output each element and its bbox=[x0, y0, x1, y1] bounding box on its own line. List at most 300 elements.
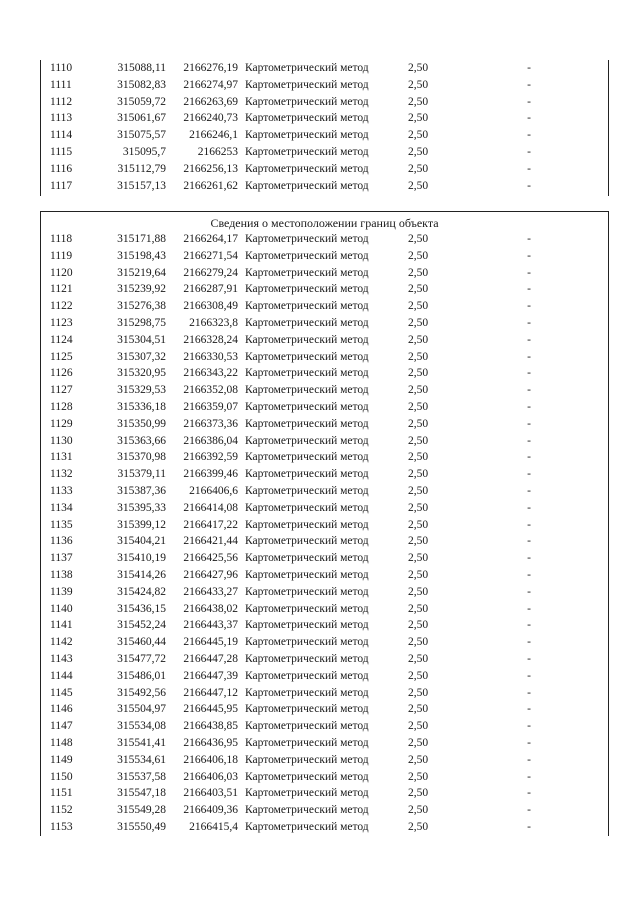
point-number: 1110 bbox=[50, 62, 73, 74]
precision-value: 2,50 bbox=[408, 535, 429, 548]
point-number: 1111 bbox=[50, 78, 72, 91]
determination-method: Картометрический метод bbox=[245, 162, 369, 175]
section-heading: Сведения о местоположении границ объекта bbox=[210, 216, 439, 230]
precision-value: 2,50 bbox=[408, 333, 429, 346]
determination-method: Картометрический метод bbox=[245, 602, 369, 615]
note-cell: - bbox=[527, 129, 531, 142]
table-row bbox=[40, 349, 609, 366]
coordinate-x: 315363,66 bbox=[117, 434, 166, 447]
point-number: 1123 bbox=[50, 316, 73, 329]
coordinate-x: 315547,18 bbox=[117, 787, 166, 800]
precision-value: 2,50 bbox=[408, 568, 429, 581]
coordinate-y: 2166425,56 bbox=[183, 552, 238, 565]
table-row bbox=[40, 161, 609, 178]
note-cell: - bbox=[527, 636, 531, 649]
precision-value: 2,50 bbox=[408, 804, 429, 817]
precision-value: 2,50 bbox=[408, 266, 429, 279]
determination-method: Картометрический метод bbox=[245, 112, 369, 125]
determination-method: Картометрический метод bbox=[245, 400, 369, 413]
table-row bbox=[40, 735, 609, 752]
note-cell: - bbox=[527, 333, 531, 346]
precision-value: 2,50 bbox=[408, 95, 429, 108]
determination-method: Картометрический метод bbox=[245, 95, 369, 108]
coordinate-y: 2166409,36 bbox=[183, 804, 238, 817]
coordinate-x: 315095,7 bbox=[122, 145, 166, 158]
table-row bbox=[40, 416, 609, 433]
determination-method: Картометрический метод bbox=[245, 384, 369, 397]
coordinate-y: 2166392,59 bbox=[183, 451, 238, 464]
coordinate-y: 2166406,6 bbox=[189, 484, 238, 497]
point-number: 1113 bbox=[50, 112, 73, 125]
note-cell: - bbox=[527, 434, 531, 447]
table-row bbox=[40, 365, 609, 382]
coordinates-table-continued bbox=[40, 60, 609, 196]
coordinate-x: 315549,28 bbox=[117, 804, 166, 817]
coordinate-x: 315088,11 bbox=[117, 62, 166, 74]
note-cell: - bbox=[527, 568, 531, 581]
table-row bbox=[40, 248, 609, 265]
determination-method: Картометрический метод bbox=[245, 233, 369, 245]
coordinate-y: 2166263,69 bbox=[183, 95, 238, 108]
determination-method: Картометрический метод bbox=[245, 62, 369, 74]
coordinate-x: 315534,61 bbox=[117, 753, 166, 766]
table-row bbox=[40, 449, 609, 466]
precision-value: 2,50 bbox=[408, 736, 429, 749]
point-number: 1147 bbox=[50, 720, 73, 733]
precision-value: 2,50 bbox=[408, 770, 429, 783]
table-row bbox=[40, 500, 609, 517]
table-row bbox=[40, 819, 609, 836]
table-row bbox=[40, 433, 609, 450]
determination-method: Картометрический метод bbox=[245, 300, 369, 313]
point-number: 1120 bbox=[50, 266, 73, 279]
precision-value: 2,50 bbox=[408, 300, 429, 313]
note-cell: - bbox=[527, 585, 531, 598]
coordinate-y: 2166406,03 bbox=[183, 770, 238, 783]
determination-method: Картометрический метод bbox=[245, 686, 369, 699]
table-row bbox=[40, 785, 609, 802]
coordinate-x: 315157,13 bbox=[117, 179, 166, 192]
coordinate-x: 315379,11 bbox=[117, 468, 166, 481]
note-cell: - bbox=[527, 820, 531, 833]
table-row bbox=[40, 651, 609, 668]
point-number: 1134 bbox=[50, 501, 73, 514]
determination-method: Картометрический метод bbox=[245, 350, 369, 363]
table-row bbox=[40, 94, 609, 111]
precision-value: 2,50 bbox=[408, 112, 429, 125]
determination-method: Картометрический метод bbox=[245, 619, 369, 632]
point-number: 1124 bbox=[50, 333, 73, 346]
precision-value: 2,50 bbox=[408, 434, 429, 447]
note-cell: - bbox=[527, 652, 531, 665]
determination-method: Картометрический метод bbox=[245, 636, 369, 649]
coordinate-x: 315492,56 bbox=[117, 686, 166, 699]
coordinate-y: 2166328,24 bbox=[183, 333, 238, 346]
precision-value: 2,50 bbox=[408, 62, 429, 74]
table-row bbox=[40, 399, 609, 416]
table-row bbox=[40, 382, 609, 399]
coordinate-y: 2166246,1 bbox=[189, 129, 238, 142]
coordinate-x: 315477,72 bbox=[117, 652, 166, 665]
note-cell: - bbox=[527, 552, 531, 565]
precision-value: 2,50 bbox=[408, 78, 429, 91]
precision-value: 2,50 bbox=[408, 350, 429, 363]
coordinate-y: 2166323,8 bbox=[189, 316, 238, 329]
note-cell: - bbox=[527, 535, 531, 548]
coordinate-x: 315304,51 bbox=[117, 333, 166, 346]
table-row bbox=[40, 668, 609, 685]
coordinate-x: 315504,97 bbox=[117, 703, 166, 716]
precision-value: 2,50 bbox=[408, 283, 429, 296]
table-row bbox=[40, 466, 609, 483]
note-cell: - bbox=[527, 484, 531, 497]
point-number: 1116 bbox=[50, 162, 73, 175]
point-number: 1136 bbox=[50, 535, 73, 548]
point-number: 1121 bbox=[50, 283, 73, 296]
point-number: 1114 bbox=[50, 129, 73, 142]
table-row bbox=[40, 281, 609, 298]
determination-method: Картометрический метод bbox=[245, 736, 369, 749]
point-number: 1133 bbox=[50, 484, 73, 497]
table-row bbox=[40, 718, 609, 735]
precision-value: 2,50 bbox=[408, 703, 429, 716]
precision-value: 2,50 bbox=[408, 602, 429, 615]
determination-method: Картометрический метод bbox=[245, 652, 369, 665]
determination-method: Картометрический метод bbox=[245, 249, 369, 262]
coordinate-x: 315298,75 bbox=[117, 316, 166, 329]
coordinate-y: 2166276,19 bbox=[183, 62, 238, 74]
point-number: 1149 bbox=[50, 753, 73, 766]
coordinate-y: 2166443,37 bbox=[183, 619, 238, 632]
coordinate-y: 2166240,73 bbox=[183, 112, 238, 125]
precision-value: 2,50 bbox=[408, 400, 429, 413]
coordinate-x: 315198,43 bbox=[117, 249, 166, 262]
note-cell: - bbox=[527, 112, 531, 125]
coordinate-x: 315336,18 bbox=[117, 400, 166, 413]
coordinate-y: 2166256,13 bbox=[183, 162, 238, 175]
determination-method: Картометрический метод bbox=[245, 770, 369, 783]
precision-value: 2,50 bbox=[408, 501, 429, 514]
coordinate-y: 2166330,53 bbox=[183, 350, 238, 363]
note-cell: - bbox=[527, 249, 531, 262]
precision-value: 2,50 bbox=[408, 619, 429, 632]
determination-method: Картометрический метод bbox=[245, 703, 369, 716]
point-number: 1153 bbox=[50, 820, 73, 833]
coordinate-y: 2166274,97 bbox=[183, 78, 238, 91]
coordinate-x: 315239,92 bbox=[117, 283, 166, 296]
coordinate-y: 2166308,49 bbox=[183, 300, 238, 313]
coordinate-y: 2166264,17 bbox=[183, 233, 238, 245]
coordinate-y: 2166343,22 bbox=[183, 367, 238, 380]
precision-value: 2,50 bbox=[408, 636, 429, 649]
point-number: 1144 bbox=[50, 669, 73, 682]
table-row bbox=[40, 601, 609, 618]
point-number: 1118 bbox=[50, 233, 73, 245]
point-number: 1115 bbox=[50, 145, 73, 158]
coordinate-x: 315307,32 bbox=[117, 350, 166, 363]
point-number: 1119 bbox=[50, 249, 73, 262]
determination-method: Картометрический метод bbox=[245, 501, 369, 514]
precision-value: 2,50 bbox=[408, 316, 429, 329]
determination-method: Картометрический метод bbox=[245, 283, 369, 296]
point-number: 1140 bbox=[50, 602, 73, 615]
coordinate-x: 315537,58 bbox=[117, 770, 166, 783]
note-cell: - bbox=[527, 233, 531, 245]
precision-value: 2,50 bbox=[408, 518, 429, 531]
coordinate-y: 2166438,85 bbox=[183, 720, 238, 733]
note-cell: - bbox=[527, 753, 531, 766]
precision-value: 2,50 bbox=[408, 162, 429, 175]
table-row bbox=[40, 483, 609, 500]
table-row bbox=[40, 265, 609, 282]
note-cell: - bbox=[527, 619, 531, 632]
coordinate-y: 2166445,19 bbox=[183, 636, 238, 649]
coordinate-y: 2166403,51 bbox=[183, 787, 238, 800]
determination-method: Картометрический метод bbox=[245, 434, 369, 447]
point-number: 1148 bbox=[50, 736, 73, 749]
note-cell: - bbox=[527, 350, 531, 363]
note-cell: - bbox=[527, 316, 531, 329]
coordinate-y: 2166447,28 bbox=[183, 652, 238, 665]
table-row bbox=[40, 617, 609, 634]
coordinate-x: 315534,08 bbox=[117, 720, 166, 733]
coordinate-x: 315424,82 bbox=[117, 585, 166, 598]
determination-method: Картометрический метод bbox=[245, 787, 369, 800]
coordinate-x: 315550,49 bbox=[117, 820, 166, 833]
point-number: 1135 bbox=[50, 518, 73, 531]
note-cell: - bbox=[527, 62, 531, 74]
determination-method: Картометрический метод bbox=[245, 518, 369, 531]
coordinate-x: 315082,83 bbox=[117, 78, 166, 91]
coordinate-y: 2166406,18 bbox=[183, 753, 238, 766]
coordinate-x: 315410,19 bbox=[117, 552, 166, 565]
coordinate-y: 2166287,91 bbox=[183, 283, 238, 296]
coordinate-x: 315414,26 bbox=[117, 568, 166, 581]
table-row bbox=[40, 517, 609, 534]
determination-method: Картометрический метод bbox=[245, 179, 369, 192]
coordinate-y: 2166279,24 bbox=[183, 266, 238, 279]
table-row bbox=[40, 769, 609, 786]
coordinate-y: 2166415,4 bbox=[189, 820, 238, 833]
determination-method: Картометрический метод bbox=[245, 720, 369, 733]
point-number: 1150 bbox=[50, 770, 73, 783]
note-cell: - bbox=[527, 300, 531, 313]
point-number: 1146 bbox=[50, 703, 73, 716]
determination-method: Картометрический метод bbox=[245, 129, 369, 142]
determination-method: Картометрический метод bbox=[245, 753, 369, 766]
note-cell: - bbox=[527, 686, 531, 699]
coordinate-x: 315436,15 bbox=[117, 602, 166, 615]
precision-value: 2,50 bbox=[408, 233, 429, 245]
coordinate-x: 315399,12 bbox=[117, 518, 166, 531]
note-cell: - bbox=[527, 787, 531, 800]
determination-method: Картометрический метод bbox=[245, 316, 369, 329]
coordinate-y: 2166386,04 bbox=[183, 434, 238, 447]
note-cell: - bbox=[527, 78, 531, 91]
note-cell: - bbox=[527, 804, 531, 817]
determination-method: Картометрический метод bbox=[245, 417, 369, 430]
note-cell: - bbox=[527, 518, 531, 531]
coordinate-x: 315460,44 bbox=[117, 636, 166, 649]
note-cell: - bbox=[527, 417, 531, 430]
precision-value: 2,50 bbox=[408, 451, 429, 464]
table-row bbox=[40, 231, 609, 248]
note-cell: - bbox=[527, 451, 531, 464]
table-row bbox=[40, 550, 609, 567]
table-row bbox=[40, 584, 609, 601]
boundary-location-table bbox=[40, 211, 609, 836]
precision-value: 2,50 bbox=[408, 552, 429, 565]
coordinate-x: 315171,88 bbox=[117, 233, 166, 245]
note-cell: - bbox=[527, 720, 531, 733]
coordinate-x: 315395,33 bbox=[117, 501, 166, 514]
coordinate-y: 2166421,44 bbox=[183, 535, 238, 548]
note-cell: - bbox=[527, 602, 531, 615]
determination-method: Картометрический метод bbox=[245, 145, 369, 158]
coordinate-x: 315320,95 bbox=[117, 367, 166, 380]
table-row bbox=[40, 77, 609, 94]
determination-method: Картометрический метод bbox=[245, 78, 369, 91]
coordinate-y: 2166447,39 bbox=[183, 669, 238, 682]
precision-value: 2,50 bbox=[408, 652, 429, 665]
coordinate-y: 2166445,95 bbox=[183, 703, 238, 716]
coordinate-y: 2166352,08 bbox=[183, 384, 238, 397]
precision-value: 2,50 bbox=[408, 179, 429, 192]
note-cell: - bbox=[527, 145, 531, 158]
note-cell: - bbox=[527, 266, 531, 279]
determination-method: Картометрический метод bbox=[245, 266, 369, 279]
point-number: 1128 bbox=[50, 400, 73, 413]
determination-method: Картометрический метод bbox=[245, 552, 369, 565]
table-rows-top bbox=[40, 60, 609, 194]
precision-value: 2,50 bbox=[408, 129, 429, 142]
precision-value: 2,50 bbox=[408, 249, 429, 262]
coordinate-x: 315061,67 bbox=[117, 112, 166, 125]
point-number: 1143 bbox=[50, 652, 73, 665]
coordinate-x: 315387,36 bbox=[117, 484, 166, 497]
point-number: 1131 bbox=[50, 451, 73, 464]
note-cell: - bbox=[527, 384, 531, 397]
coordinate-x: 315329,53 bbox=[117, 384, 166, 397]
table-row bbox=[40, 701, 609, 718]
note-cell: - bbox=[527, 501, 531, 514]
coordinate-y: 2166261,62 bbox=[183, 179, 238, 192]
coordinate-x: 315219,64 bbox=[117, 266, 166, 279]
determination-method: Картометрический метод bbox=[245, 568, 369, 581]
point-number: 1145 bbox=[50, 686, 73, 699]
table-rows-bottom bbox=[40, 231, 609, 836]
coordinate-x: 315486,01 bbox=[117, 669, 166, 682]
point-number: 1151 bbox=[50, 787, 73, 800]
coordinate-x: 315276,38 bbox=[117, 300, 166, 313]
determination-method: Картометрический метод bbox=[245, 535, 369, 548]
point-number: 1152 bbox=[50, 804, 73, 817]
coordinate-y: 2166253 bbox=[197, 145, 238, 158]
point-number: 1137 bbox=[50, 552, 73, 565]
coordinate-y: 2166433,27 bbox=[183, 585, 238, 598]
point-number: 1129 bbox=[50, 417, 73, 430]
precision-value: 2,50 bbox=[408, 384, 429, 397]
coordinate-x: 315059,72 bbox=[117, 95, 166, 108]
point-number: 1117 bbox=[50, 179, 73, 192]
point-number: 1139 bbox=[50, 585, 73, 598]
coordinate-y: 2166438,02 bbox=[183, 602, 238, 615]
table-row bbox=[40, 332, 609, 349]
precision-value: 2,50 bbox=[408, 669, 429, 682]
point-number: 1142 bbox=[50, 636, 73, 649]
determination-method: Картометрический метод bbox=[245, 804, 369, 817]
note-cell: - bbox=[527, 468, 531, 481]
coordinate-x: 315112,79 bbox=[117, 162, 166, 175]
table-row bbox=[40, 533, 609, 550]
determination-method: Картометрический метод bbox=[245, 820, 369, 833]
point-number: 1141 bbox=[50, 619, 73, 632]
determination-method: Картометрический метод bbox=[245, 585, 369, 598]
point-number: 1122 bbox=[50, 300, 73, 313]
table-row bbox=[40, 315, 609, 332]
coordinate-y: 2166399,46 bbox=[183, 468, 238, 481]
point-number: 1132 bbox=[50, 468, 73, 481]
table-row bbox=[40, 634, 609, 651]
precision-value: 2,50 bbox=[408, 468, 429, 481]
precision-value: 2,50 bbox=[408, 787, 429, 800]
precision-value: 2,50 bbox=[408, 686, 429, 699]
note-cell: - bbox=[527, 162, 531, 175]
coordinate-y: 2166359,07 bbox=[183, 400, 238, 413]
coordinate-x: 315452,24 bbox=[117, 619, 166, 632]
point-number: 1125 bbox=[50, 350, 73, 363]
note-cell: - bbox=[527, 703, 531, 716]
note-cell: - bbox=[527, 179, 531, 192]
coordinate-x: 315075,57 bbox=[117, 129, 166, 142]
determination-method: Картометрический метод bbox=[245, 468, 369, 481]
table-row bbox=[40, 60, 609, 77]
note-cell: - bbox=[527, 283, 531, 296]
table-row bbox=[40, 110, 609, 127]
note-cell: - bbox=[527, 770, 531, 783]
determination-method: Картометрический метод bbox=[245, 669, 369, 682]
precision-value: 2,50 bbox=[408, 417, 429, 430]
coordinate-y: 2166417,22 bbox=[183, 518, 238, 531]
table-row bbox=[40, 127, 609, 144]
precision-value: 2,50 bbox=[408, 484, 429, 497]
note-cell: - bbox=[527, 367, 531, 380]
coordinate-y: 2166373,36 bbox=[183, 417, 238, 430]
note-cell: - bbox=[527, 669, 531, 682]
coordinate-y: 2166447,12 bbox=[183, 686, 238, 699]
table-row bbox=[40, 144, 609, 161]
note-cell: - bbox=[527, 400, 531, 413]
note-cell: - bbox=[527, 95, 531, 108]
coordinate-x: 315541,41 bbox=[117, 736, 166, 749]
note-cell: - bbox=[527, 736, 531, 749]
precision-value: 2,50 bbox=[408, 720, 429, 733]
coordinate-x: 315370,98 bbox=[117, 451, 166, 464]
precision-value: 2,50 bbox=[408, 367, 429, 380]
table-row bbox=[40, 567, 609, 584]
coordinate-x: 315350,99 bbox=[117, 417, 166, 430]
table-row bbox=[40, 752, 609, 769]
determination-method: Картометрический метод bbox=[245, 484, 369, 497]
point-number: 1126 bbox=[50, 367, 73, 380]
coordinate-y: 2166271,54 bbox=[183, 249, 238, 262]
table-row bbox=[40, 298, 609, 315]
coordinate-y: 2166436,95 bbox=[183, 736, 238, 749]
table-row bbox=[40, 685, 609, 702]
precision-value: 2,50 bbox=[408, 145, 429, 158]
point-number: 1127 bbox=[50, 384, 73, 397]
coordinate-y: 2166427,96 bbox=[183, 568, 238, 581]
